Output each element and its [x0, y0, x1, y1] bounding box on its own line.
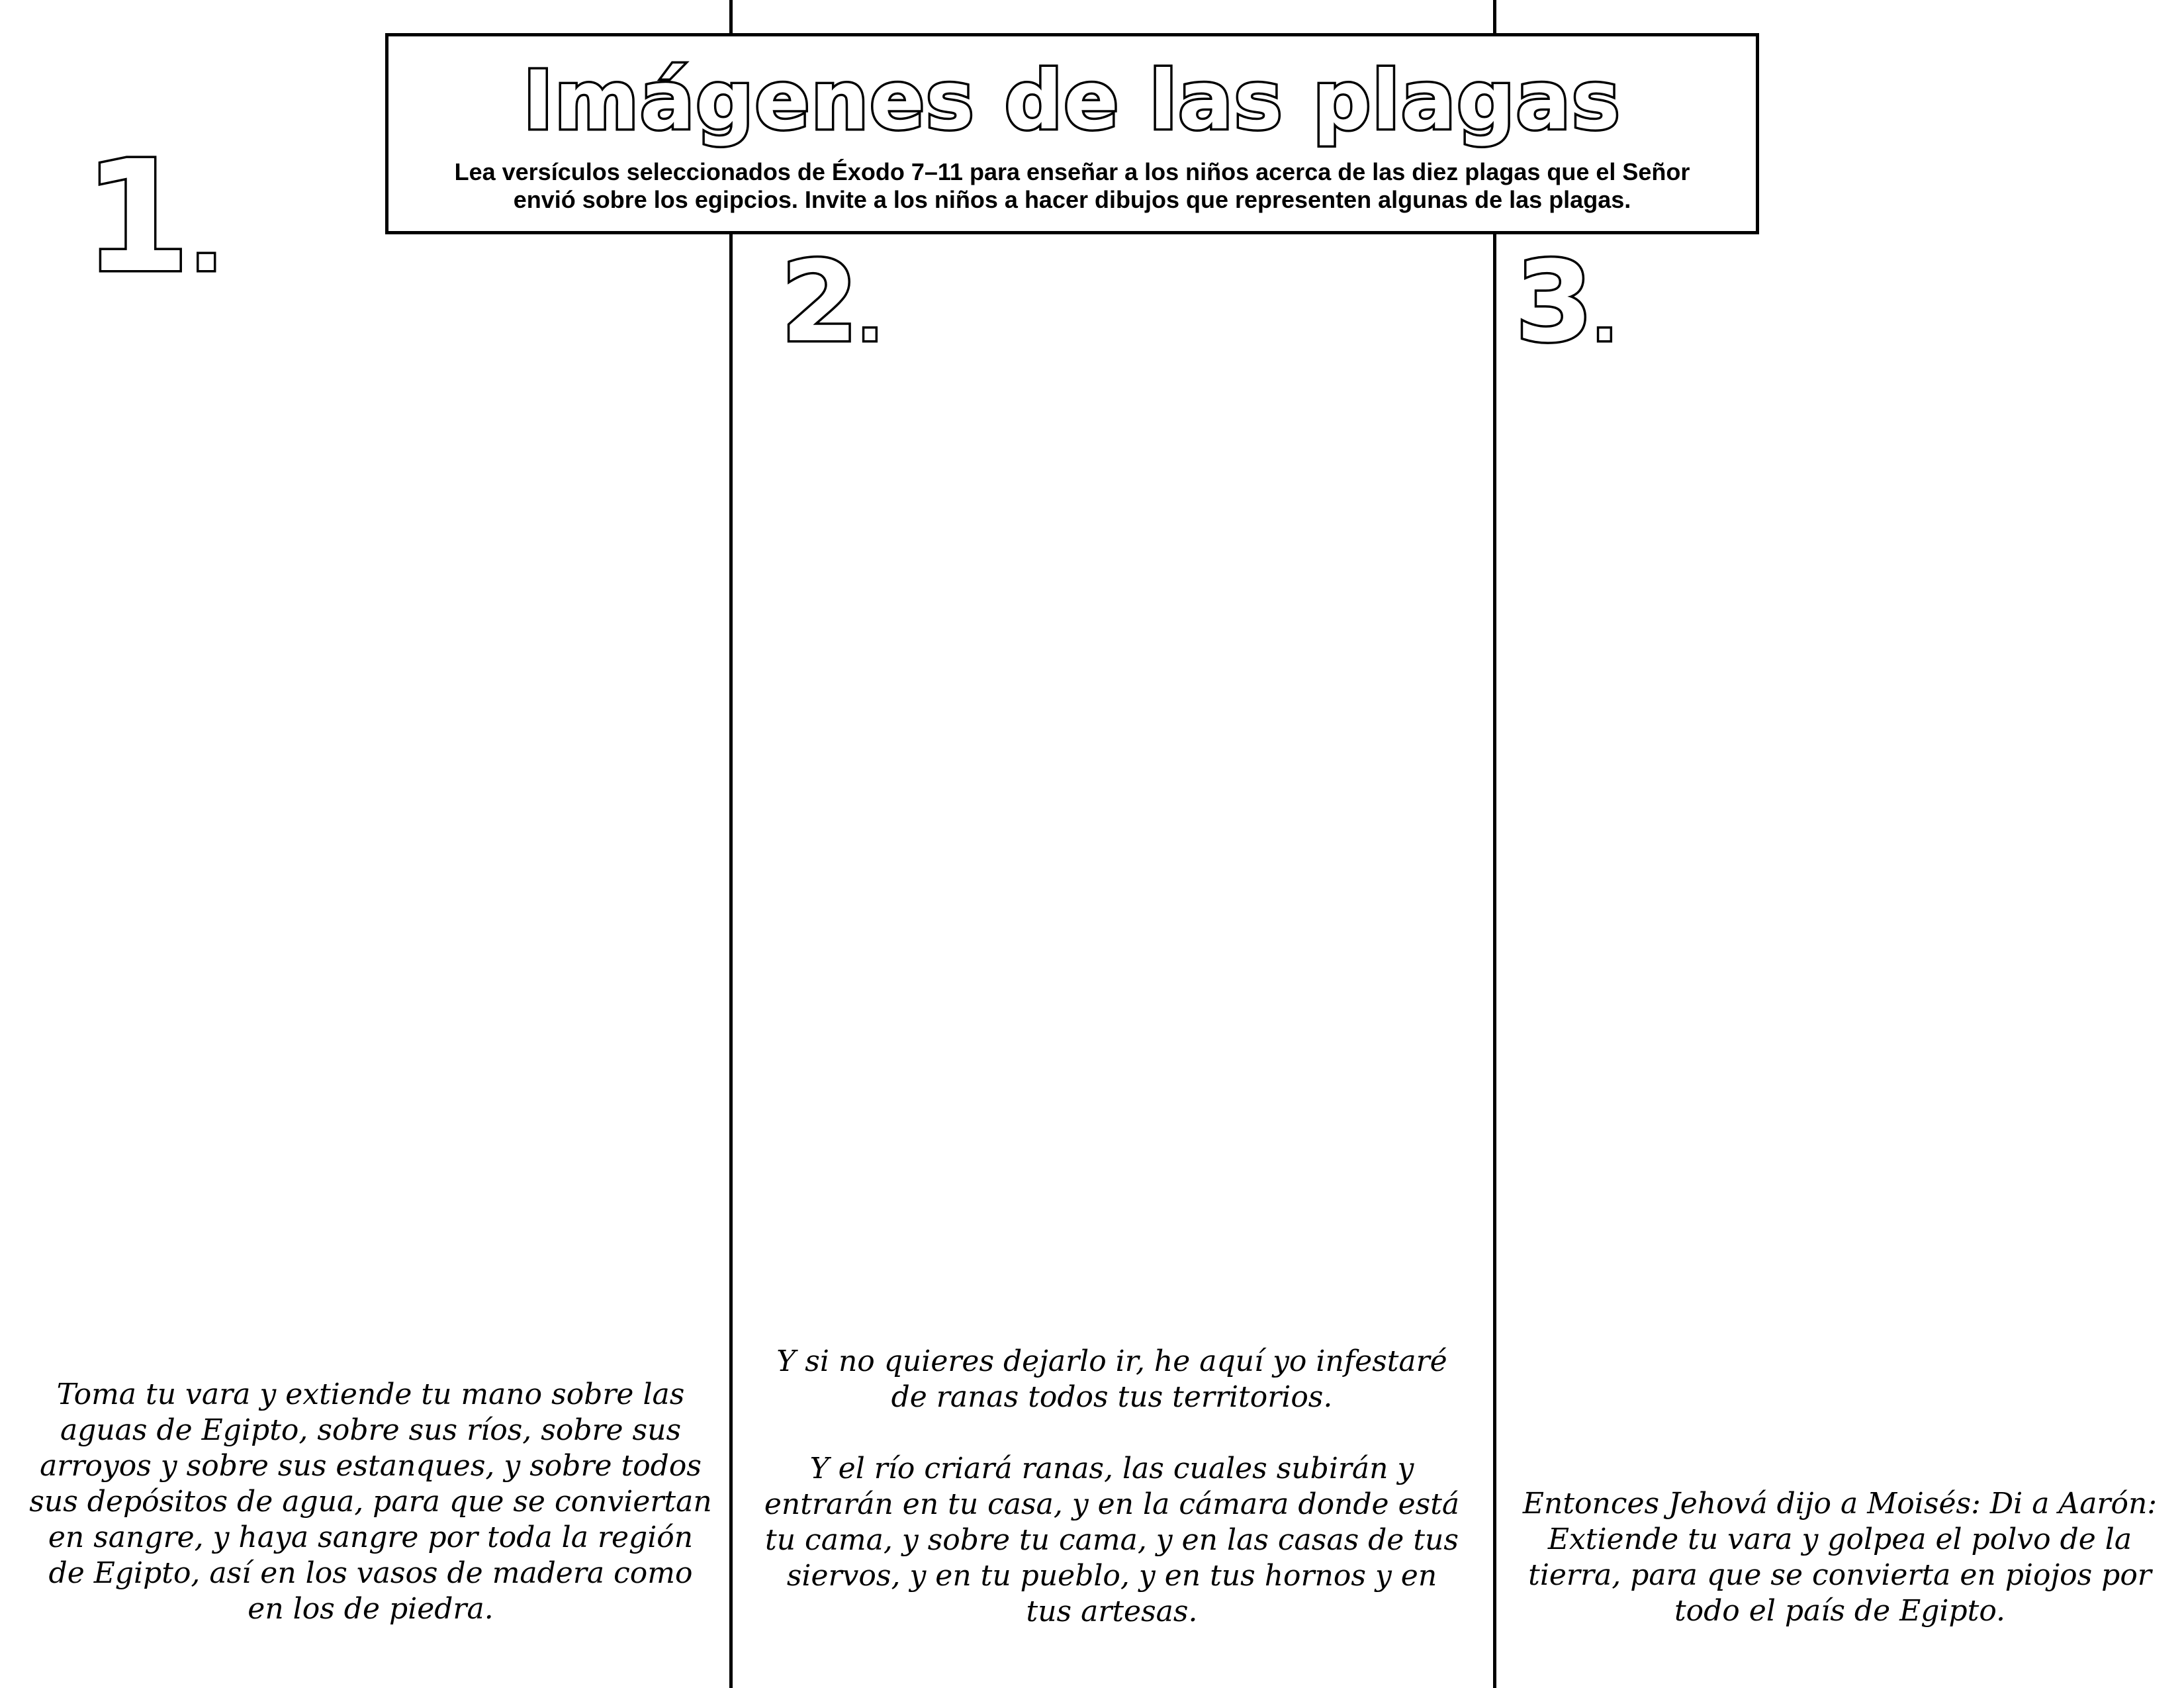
panel-1-number: [83, 128, 222, 306]
column-divider-right: [1493, 0, 1496, 1688]
panel-1-number-dot: .: [190, 193, 222, 291]
panel-1-verse: [26, 1377, 715, 1627]
panel-2-number-dot: .: [858, 283, 882, 355]
column-divider-left: [729, 0, 733, 1688]
panel-3-number: [1516, 237, 1617, 367]
header-box: [385, 33, 1759, 234]
panel-3-verse: [1522, 1486, 2158, 1629]
panel-2-verse-paragraph-1: Y si no quieres dejarlo ir, he aquí yo infestaré de ranas todos tus territorios.: [776, 1344, 1447, 1414]
panel-1-number-digit: 1: [83, 128, 191, 306]
page-title: Imágenes de las plagas: [523, 54, 1621, 148]
panel-2-verse: [761, 1344, 1463, 1630]
instructions-text: Lea versículos seleccionados de Éxodo 7–11 para enseñar a los niños acerca de las diez plagas que el Señor envió sobre los egipcios. Invite a los niños a hacer dibujos que representen algunas de las plagas.: [454, 158, 1690, 213]
panel-3-number-digit: 3: [1516, 237, 1593, 367]
panel-2-number-digit: 2: [781, 237, 858, 367]
panel-3-verse-paragraph: Entonces Jehová dijo a Moisés: Di a Aarón: Extiende tu vara y golpea el polvo de la tierra, para que se convierta en piojos por todo el país de Egipto.: [1522, 1487, 2158, 1628]
panel-3-number-dot: .: [1592, 283, 1617, 355]
panel-2-verse-paragraph-2: Y el río criará ranas, las cuales subirán y entrarán en tu casa, y en la cámara donde está tu cama, y sobre tu cama, y en las casas de tus siervos, y en tu pueblo, y en tus hornos y en tus artesas.: [764, 1452, 1460, 1628]
panel-1-verse-paragraph: Toma tu vara y extiende tu mano sobre las aguas de Egipto, sobre sus ríos, sobre sus arroyos y sobre sus estanques, y sobre todos sus depósitos de agua, para que se conviertan en sangre, y haya sangre por toda la región de Egipto, así en los vasos de madera como en los de piedra.: [29, 1378, 712, 1626]
panel-2-number: [781, 237, 882, 367]
